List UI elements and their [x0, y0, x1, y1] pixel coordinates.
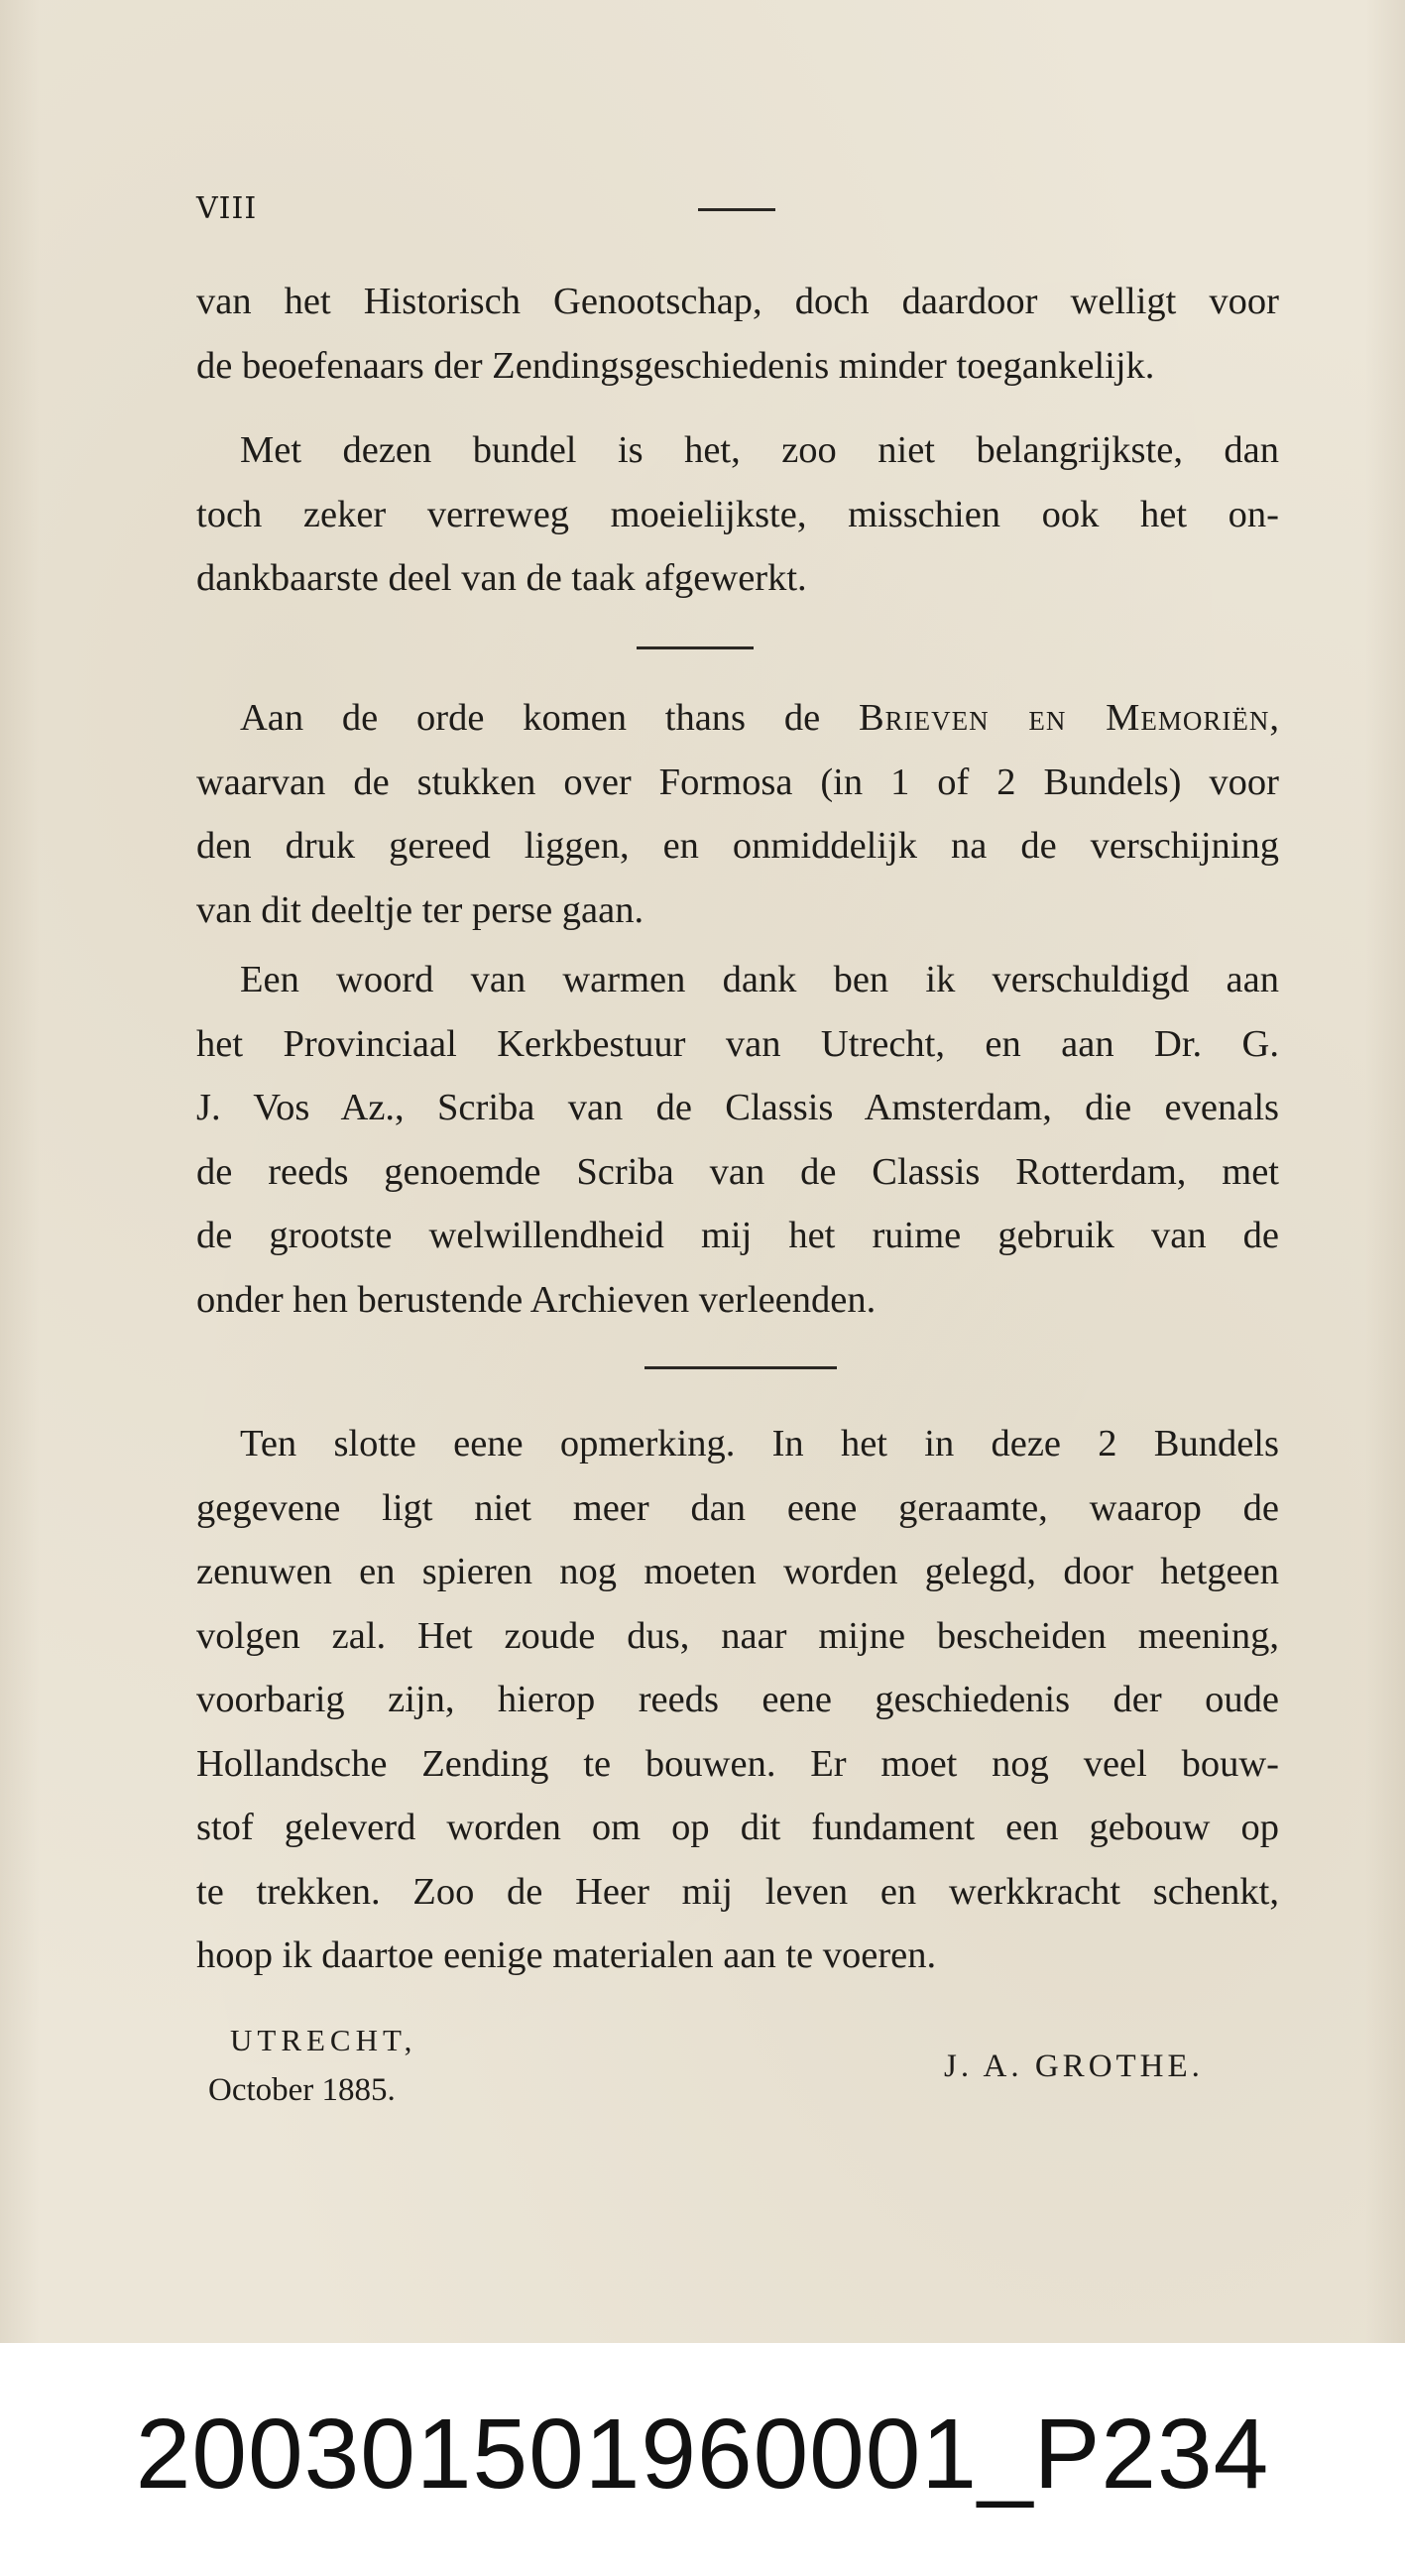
text-line: hoop ik daartoe eenige materialen aan te voeren. [196, 1934, 937, 1976]
text-line: J. Vos Az., Scriba van de Classis Amsterdam, die evenals [196, 1087, 1279, 1128]
header-rule [698, 208, 775, 211]
paragraph-5 [196, 1412, 1279, 1988]
text-line: den druk gereed liggen, en onmiddelijk na de verschijning [196, 825, 1279, 867]
text-line: de beoefenaars der Zendingsgeschiedenis minder toegankelijk. [196, 344, 1155, 387]
author-signature: J. A. GROTHE. [944, 2049, 1204, 2084]
text-line: volgen zal. Het zoude dus, naar mijne bescheiden meening, [196, 1614, 1279, 1657]
text-line [196, 686, 1279, 751]
text-line: toch zeker verreweg moeielijkste, misschien ook het on- [196, 493, 1279, 535]
page-number: VIII [196, 191, 258, 226]
text-line: de grootste welwillendheid mij het ruime gebruik van de [196, 1215, 1279, 1256]
text-line: onder hen berustende Archieven verleenden. [196, 1278, 877, 1321]
text-line: Ten slotte eene opmerking. In het in deze 2 Bundels [240, 1423, 1279, 1464]
text-line: van het Historisch Genootschap, doch daardoor welligt voor [196, 281, 1279, 322]
text-line: dankbaarste deel van de taak afgewerkt. [196, 557, 807, 599]
text-line: het Provinciaal Kerkbestuur van Utrecht, en aan Dr. G. [196, 1022, 1279, 1065]
date-line: October 1885. [208, 2072, 396, 2108]
small-caps-title: Brieven en Memoriën [858, 697, 1270, 739]
section-separator [644, 1366, 837, 1369]
text-line: Met dezen bundel is het, zoo niet belangrijkste, dan [240, 429, 1279, 471]
file-identifier: 20030150196000‌1_P234 [135, 2399, 1270, 2510]
text-fragment: , [1269, 697, 1279, 739]
paragraph-3 [196, 686, 1279, 942]
text-line: Hollandsche Zending te bouwen. Er moet nog veel bouw- [196, 1742, 1279, 1785]
text-line: gegevene ligt niet meer dan eene geraamte, waarop de [196, 1486, 1279, 1529]
section-separator [637, 646, 754, 649]
text-line: zenuwen en spieren nog moeten worden gelegd, door hetgeen [196, 1551, 1279, 1592]
text-line: de reeds genoemde Scriba van de Classis Rotterdam, met [196, 1150, 1279, 1193]
paragraph-4 [196, 948, 1279, 1332]
text-line: waarvan de stukken over Formosa (in 1 of 2 Bundels) voor [196, 761, 1279, 803]
paragraph-1 [196, 270, 1279, 398]
place-line: UTRECHT, [230, 2023, 417, 2057]
text-line: van dit deeltje ter perse gaan. [196, 888, 644, 931]
text-line: voorbarig zijn, hierop reeds eene geschiedenis der oude [196, 1679, 1279, 1720]
paragraph-2 [196, 418, 1279, 611]
text-line: te trekken. Zoo de Heer mij leven en werkkracht schenkt, [196, 1870, 1279, 1913]
text-fragment: Aan de orde komen thans de [240, 697, 859, 739]
text-line: stof geleverd worden om op dit fundament een gebouw op [196, 1807, 1279, 1848]
text-line: Een woord van warmen dank ben ik verschuldigd aan [240, 959, 1279, 1000]
